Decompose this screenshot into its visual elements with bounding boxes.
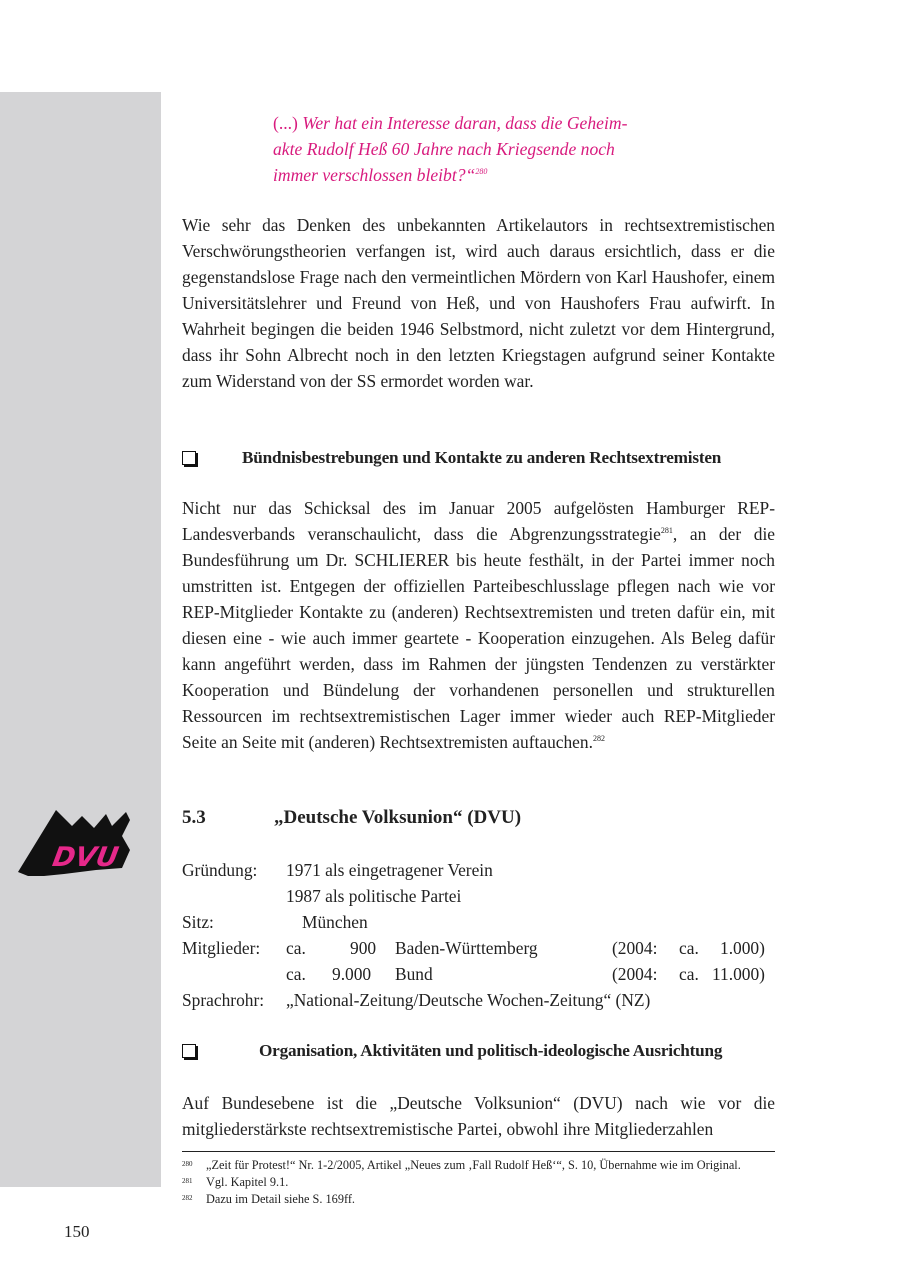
heading-buendnis <box>182 445 776 471</box>
paragraph-2-block <box>182 495 775 755</box>
quote-line-3: immer verschlossen bleibt?“ <box>273 165 476 185</box>
paragraph-3-block <box>182 1090 775 1142</box>
checkbox-bullet-icon <box>182 1044 196 1058</box>
founding-value-2: 1987 als politische Partei <box>286 886 462 906</box>
members-prev-year: (2004: <box>612 938 658 958</box>
facts-row-organ <box>182 987 776 1013</box>
founding-value-1: 1971 als eingetragener Verein <box>286 860 493 880</box>
organ-value: „National-Zeitung/Deutsche Wochen-Zeitung“ (NZ) <box>286 990 651 1010</box>
footnote-text: Dazu im Detail siehe S. 169ff. <box>206 1192 356 1206</box>
footnote-ref-281: 281 <box>660 526 673 536</box>
seat-label: Sitz: <box>182 912 214 932</box>
members-region: Bund <box>395 964 433 984</box>
paragraph-2 <box>182 495 775 755</box>
pink-quote <box>273 110 685 188</box>
heading-organisation <box>182 1038 776 1064</box>
members-ca: ca. <box>286 938 306 958</box>
members-count: 9.000 <box>332 964 372 984</box>
facts-row-founding <box>182 857 776 883</box>
footnote-number: 281 <box>182 1177 193 1185</box>
footnote-text: Vgl. Kapitel 9.1. <box>206 1175 289 1189</box>
facts-row-members-bund <box>182 961 776 987</box>
footnote-281 <box>182 1174 775 1191</box>
seat-value: München <box>302 912 368 932</box>
footnotes <box>182 1151 775 1208</box>
members-count: 900 <box>350 938 377 958</box>
dvu-facts-table <box>182 857 776 1013</box>
page-number: 150 <box>64 1222 90 1241</box>
section-title: „Deutsche Volksunion“ (DVU) <box>274 807 522 828</box>
gray-margin-sidebar <box>0 92 161 1187</box>
paragraph-2-part-2: , an der die Bundesführung um Dr. SCHLIERER bis heute festhält, in der Partei immer noch umstritten ist. Entgegen der offiziellen Parteibeschlusslage pflegen nach wie vor REP-Mitglieder Kontakte zu (anderen) Rechtsextremisten und treten dafür ein, mit diesen eine - wie auch immer geartete - Kooperation einzugehen. Als Beleg dafür kann angeführt werden, dass im Rahmen der jüngsten Tendenzen zu verstärkter Kooperation und Bündelung der vorhandenen personellen und strukturellen Ressourcen im rechtsextremistischen Lager immer wieder auch REP-Mitglieder Seite an Seite mit (anderen) Rechtsextremisten auftauchen. <box>182 524 775 752</box>
members-label: Mitglieder: <box>182 938 261 958</box>
footnote-282 <box>182 1191 775 1208</box>
heading-buendnis-text: Bündnisbestrebungen und Kontakte zu anderen Rechtsextremisten <box>242 448 722 467</box>
quote-line-1: Wer hat ein Interesse daran, dass die Geheim- <box>297 113 628 133</box>
organ-label: Sprachrohr: <box>182 990 265 1010</box>
paragraph-1: Wie sehr das Denken des unbekannten Artikelautors in rechtsextremistischen Verschwörungstheorien verfangen ist, wird auch daraus ersichtlich, dass er die gegenstandslose Frage nach den vermeintlichen Mördern von Karl Haushofer, einem Universitätslehrer und Freund von Heß, und von Haushofers Frau aufwirft. In Wahrheit begingen die beiden 1946 Selbstmord, nicht zuletzt vor dem Hintergrund, dass ihr Sohn Albrecht noch in den letzten Kriegstagen aufgrund seiner Kontakte zum Widerstand von der SS ermordet worden war. <box>182 215 775 391</box>
members-region: Baden-Württemberg <box>395 938 538 958</box>
members-prev-ca: ca. <box>679 938 699 958</box>
members-prev-ca: ca. <box>679 964 699 984</box>
quote-line-2: akte Rudolf Heß 60 Jahre nach Kriegsende noch <box>273 139 615 159</box>
checkbox-bullet-icon <box>182 451 196 465</box>
facts-row-members-bw <box>182 935 776 961</box>
paragraph-2-part-1: Nicht nur das Schicksal des im Januar 2005 aufgelösten Hamburger REP-Landesverbands veranschaulicht, dass die Abgrenzungsstrategie <box>182 498 775 544</box>
footnote-number: 280 <box>182 1160 193 1168</box>
members-prev-count: 1.000) <box>720 938 765 958</box>
heading-organisation-text: Organisation, Aktivitäten und politisch-ideologische Ausrichtung <box>259 1041 723 1060</box>
section-number: 5.3 <box>182 807 206 828</box>
facts-row-founding-2 <box>182 883 776 909</box>
dvu-logo-text: DVU <box>50 842 121 873</box>
founding-label: Gründung: <box>182 860 258 880</box>
members-ca: ca. <box>286 964 306 984</box>
footnote-ref-282: 282 <box>592 734 605 744</box>
dvu-logo <box>14 806 134 886</box>
footnote-text: „Zeit für Protest!“ Nr. 1-2/2005, Artikel „Neues zum ‚Fall Rudolf Heß‘“, S. 10, Übernahme wie im Original. <box>206 1158 741 1172</box>
footnote-280 <box>182 1157 775 1174</box>
members-prev-year: (2004: <box>612 964 658 984</box>
paragraph-1-block <box>182 212 775 394</box>
paragraph-3: Auf Bundesebene ist die „Deutsche Volksunion“ (DVU) nach wie vor die mitgliederstärkste rechtsextremistische Partei, obwohl ihre Mitgliederzahlen <box>182 1093 775 1139</box>
footnote-number: 282 <box>182 1194 193 1202</box>
members-prev-count: 11.000) <box>712 964 765 984</box>
facts-row-seat <box>182 909 776 935</box>
quote-ellipsis: (...) <box>273 113 298 133</box>
quote-footnote-ref: 280 <box>475 167 488 177</box>
